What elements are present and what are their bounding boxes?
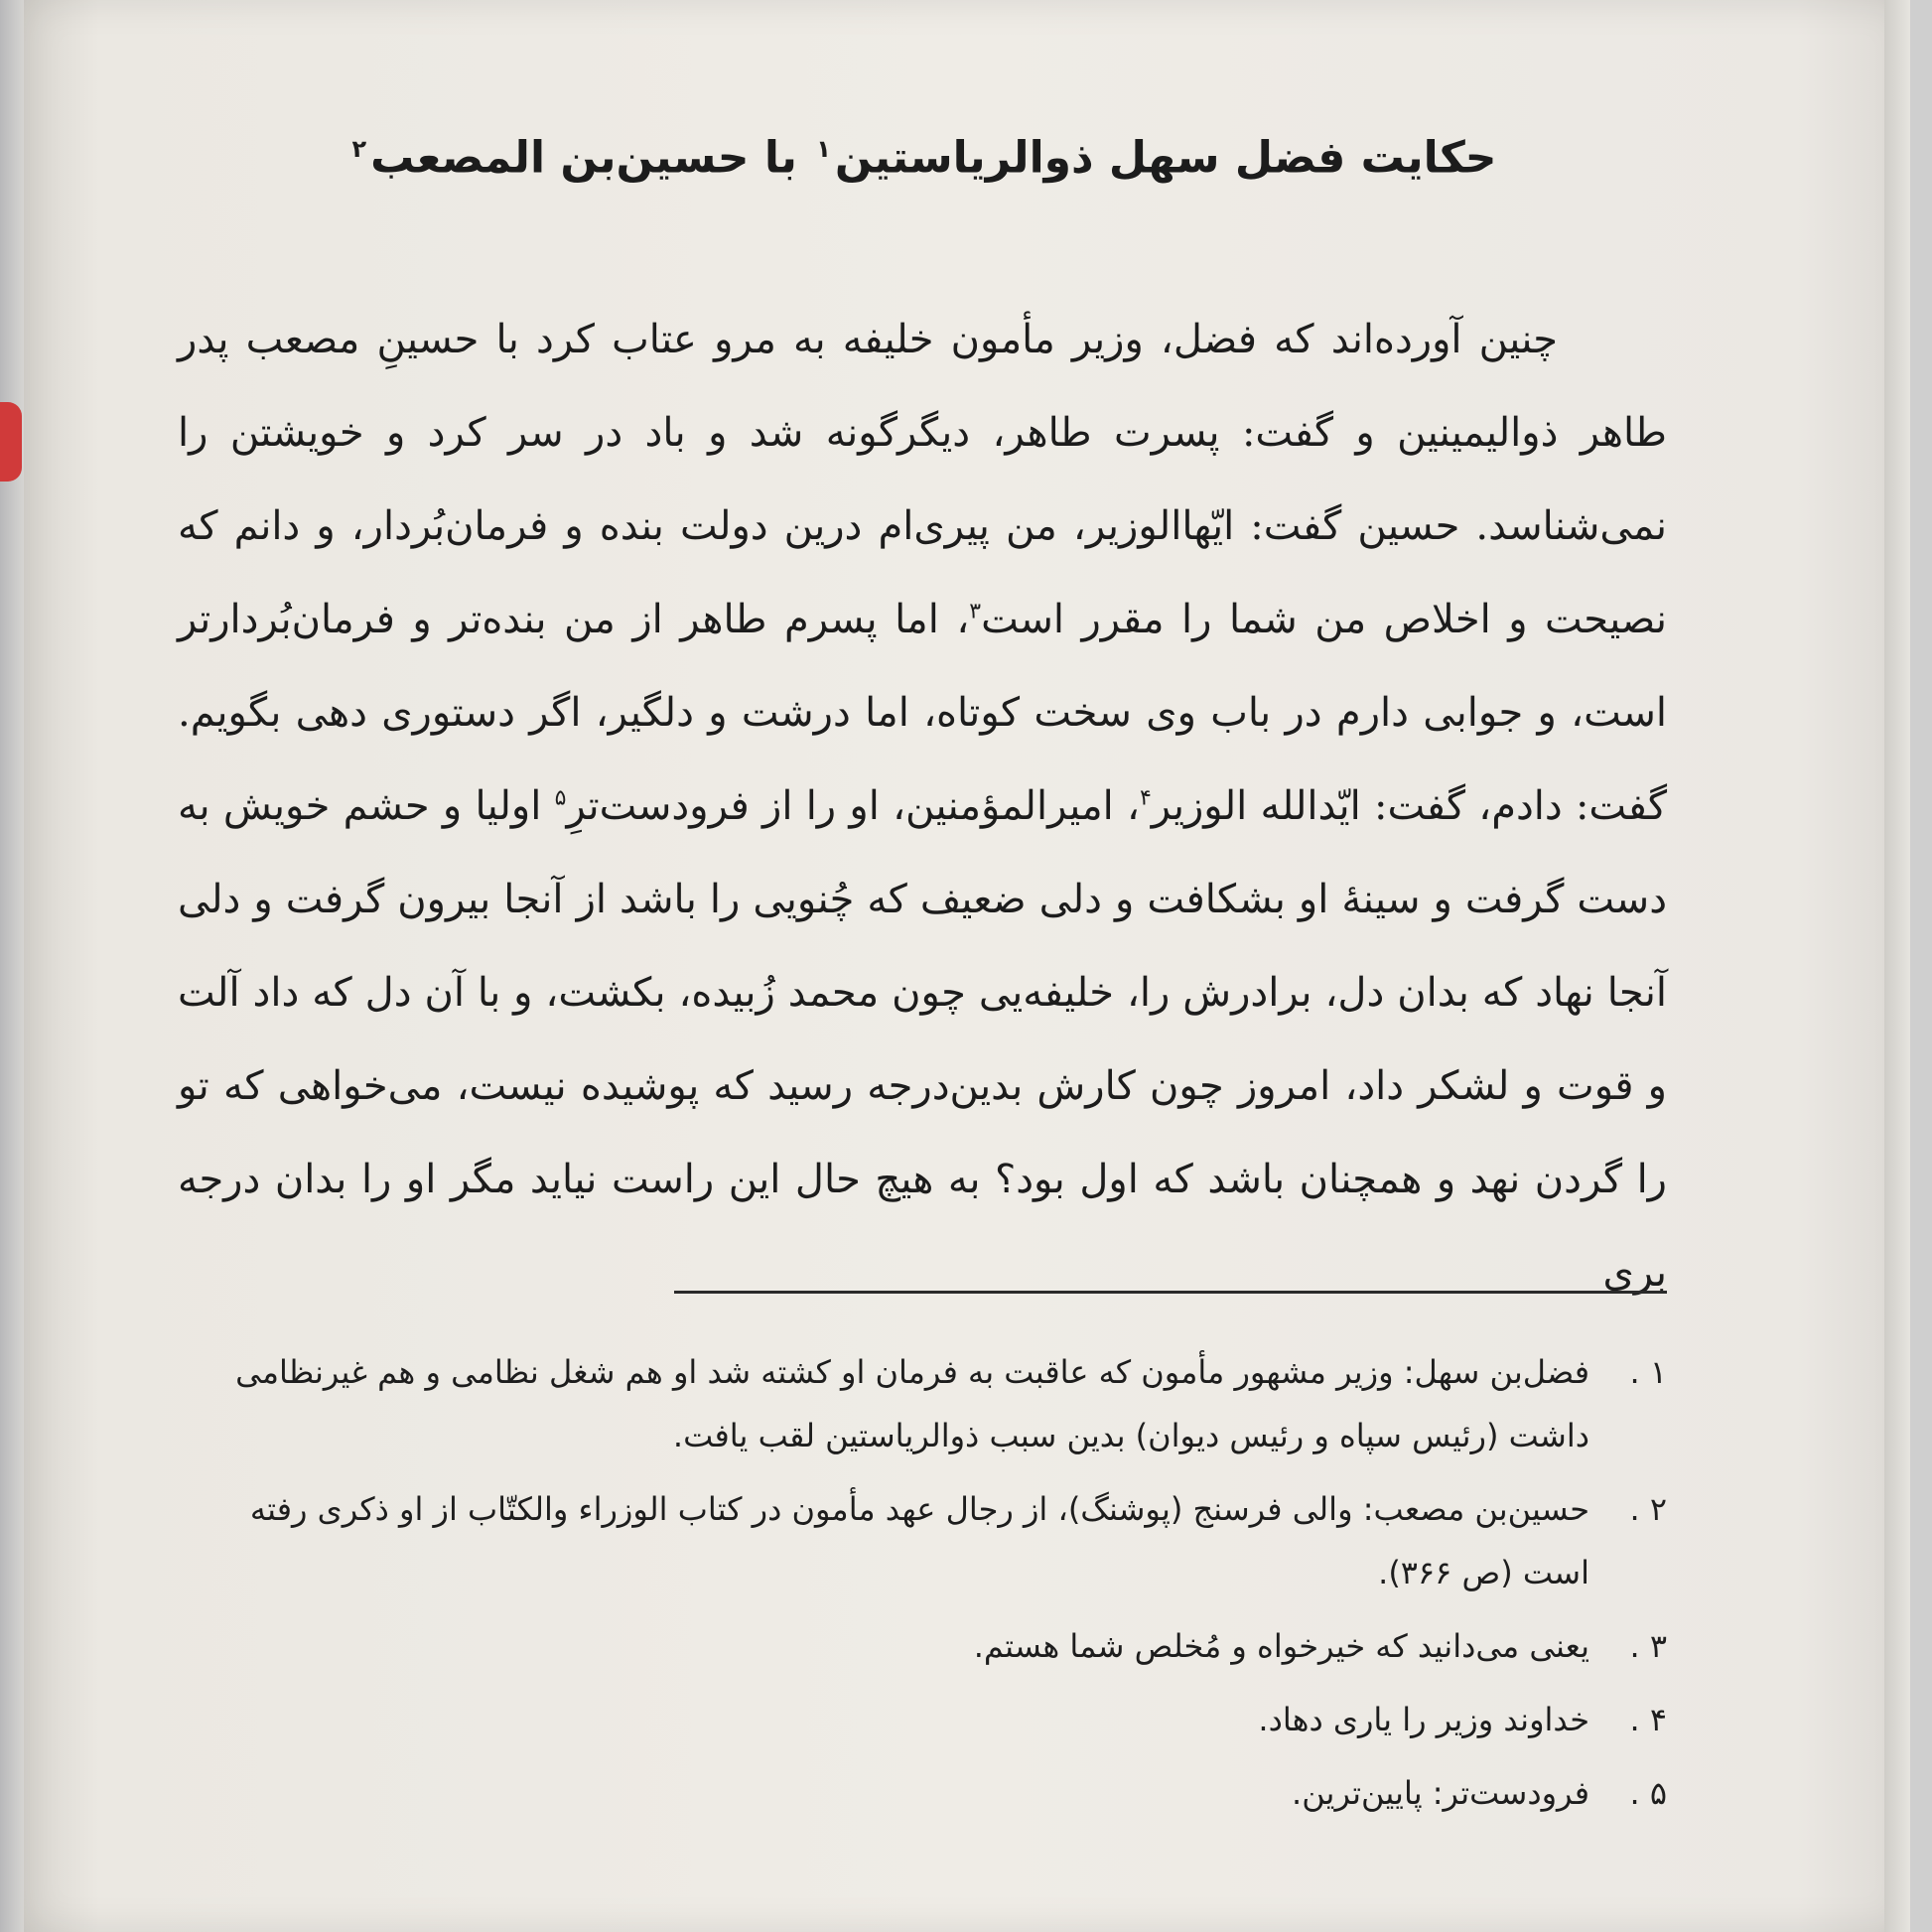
footnote-ref-5: ۵ [554, 785, 567, 811]
footnote-item [178, 1688, 1667, 1751]
footnote-item [178, 1477, 1667, 1604]
paragraph-part-4: اولیا و حشم خویش به دست گرفت و سینهٔ او بشکافت و دلی ضعیف که چُنویی را باشد از آنجا بیرون گرفت و دلی آنجا نهاد که بدان دل، برادرش را، خلیفه‌یی چون محمد زُبیده، بکشت، و با آن دل که داد آلت و قوت و لشکر داد، امروز چون کارش بدین‌درجه رسید که پوشیده نیست، می‌خواهی که تو را گردن نهد و همچنان باشد که اول بود؟ به هیچ حال این راست نیاید مگر او را بدان درجه بری [178, 783, 1668, 1296]
main-paragraph [178, 293, 1667, 1319]
footnote-number: ۳ . [1629, 1627, 1667, 1665]
heading-text-1: حکایت فضل سهل ذوالریاستین [834, 132, 1497, 184]
paragraph-part-3: ، امیرالمؤمنین، او را از فرودست‌ترِ [566, 783, 1140, 829]
footnote-ref-3: ۳ [969, 599, 982, 624]
book-page [24, 0, 1910, 1932]
footnote-text: فرودست‌تر: پایین‌ترین. [1292, 1774, 1589, 1812]
paragraph-part-1: چنین آورده‌اند که فضل، وزیر مأمون خلیفه به مرو عتاب کرد با حسینِ مصعب پدر طاهر ذوالیمینین و گفت: پسرت طاهر، دیگرگونه شد و باد در سر کرد و خویشتن را نمی‌شناسد. حسین گفت: ایّهاالوزیر، من پیری‌ام درین دولت بنده و فرمان‌بُردار، و دانم که نصیحت و اخلاص من شما را مقرر است [178, 317, 1667, 642]
footnote-divider [674, 1291, 1667, 1294]
footnote-text: یعنی می‌دانید که خیرخواه و مُخلص شما هستم. [973, 1627, 1589, 1665]
footnote-text: فضل‌بن سهل: وزیر مشهور مأمون که عاقبت به فرمان او کشته شد او هم شغل نظامی و هم غیرنظامی داشت (رئیس سپاه و رئیس دیوان) بدین سبب ذوالریاستین لقب یافت. [235, 1353, 1589, 1454]
footnote-number: ۱ . [1629, 1353, 1667, 1391]
page-stack-edge [1884, 0, 1910, 1932]
page-content [178, 109, 1668, 1812]
footnote-text: خداوند وزیر را یاری دهاد. [1258, 1701, 1589, 1738]
footnote-item [178, 1340, 1667, 1467]
chapter-heading [178, 109, 1667, 189]
paragraph-part-2: ، اما پسرم طاهر از من بنده‌تر و فرمان‌بُردارتر است، و جوابی دارم در باب وی سخت کوتاه، اما درشت و دلگیر، اگر دستوری دهی بگویم. گفت: دادم، گفت: ایّدالله الوزیر [178, 597, 1667, 829]
red-bookmark-tab [0, 402, 22, 482]
heading-footnote-ref-2: ۲ [351, 135, 367, 163]
footnotes-list [178, 1340, 1667, 1835]
footnote-number: ۲ . [1629, 1490, 1667, 1528]
footnote-item [178, 1761, 1667, 1825]
heading-footnote-ref-1: ۱ [816, 135, 831, 163]
footnote-number: ۵ . [1629, 1774, 1667, 1812]
footnote-text: حسین‌بن مصعب: والی فرسنج (پوشنگ)، از رجال عهد مأمون در کتاب الوزراء والکتّاب از او ذکری رفته است (ص ۳۶۶). [249, 1490, 1589, 1591]
footnote-number: ۴ . [1629, 1701, 1667, 1738]
book-spine-edge [0, 0, 24, 1932]
footnote-ref-4: ۴ [1139, 785, 1152, 811]
footnote-item [178, 1614, 1667, 1678]
heading-text-2: با حسین‌بن المصعب [370, 132, 797, 184]
